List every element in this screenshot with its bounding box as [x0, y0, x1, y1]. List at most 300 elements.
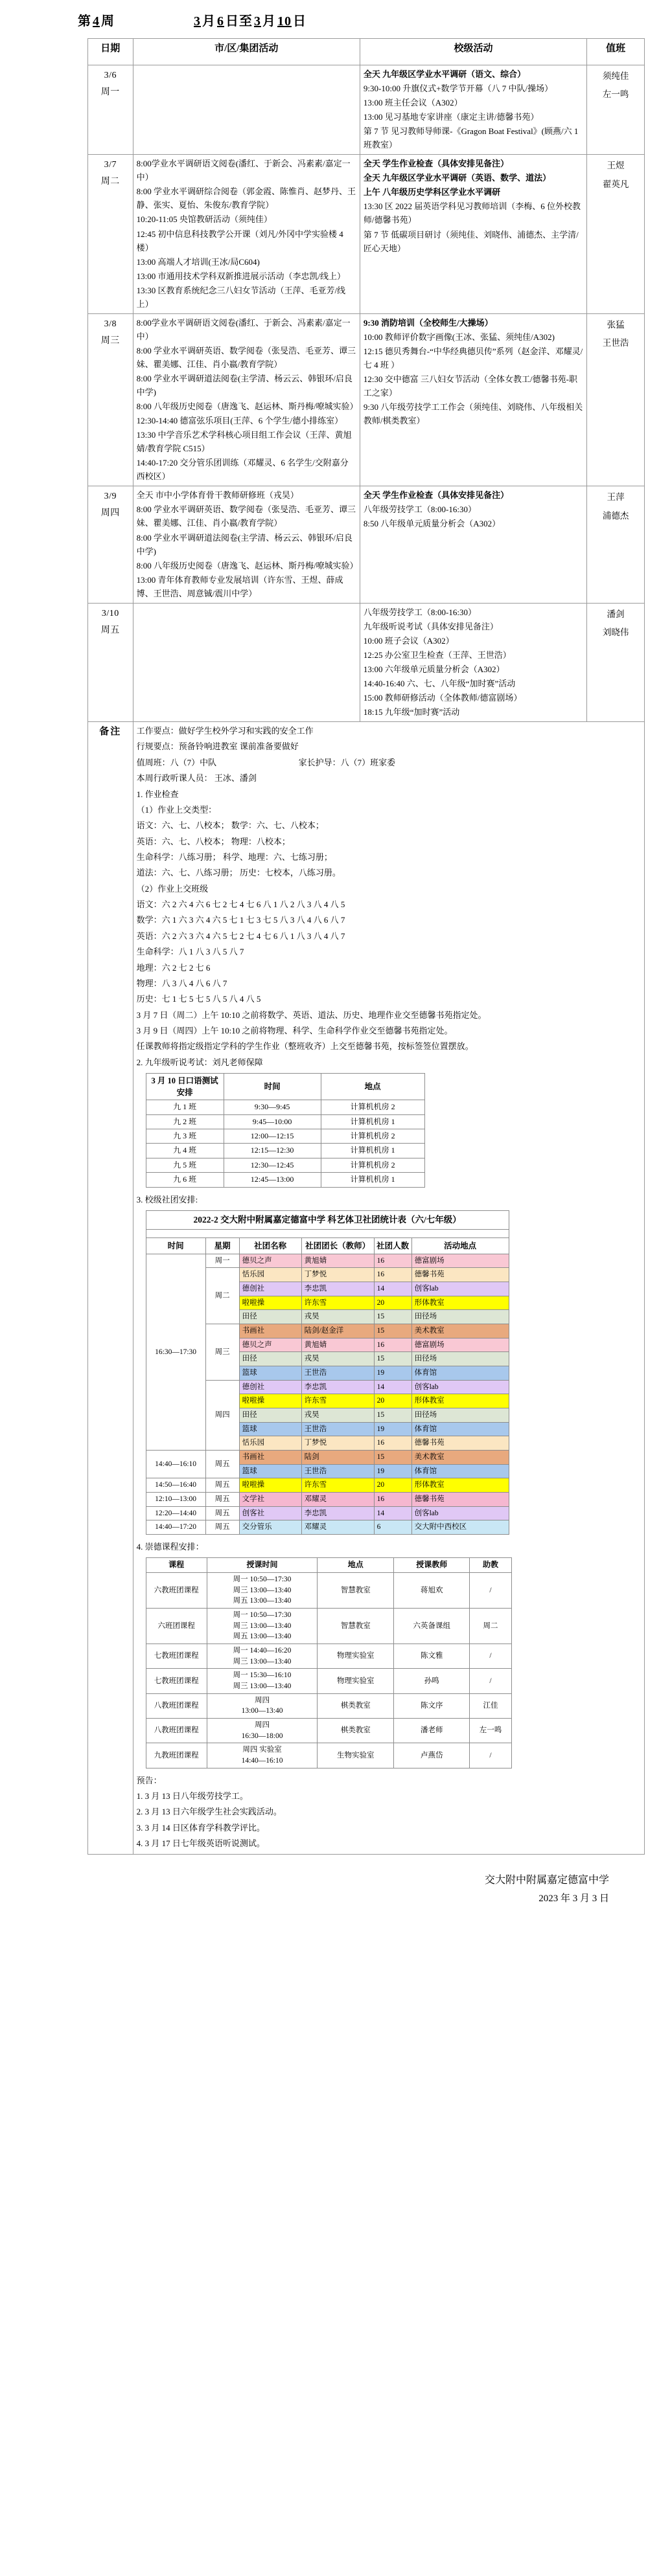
- exam-cell: 计算机机房 2: [321, 1129, 424, 1144]
- course-table-row: [146, 1693, 511, 1718]
- activity-item: 14:40-17:20 交分管乐团训练（邓耀灵、6 名学生/交附嘉分西校区）: [136, 458, 349, 482]
- club-weekday: 周五: [205, 1493, 239, 1507]
- exam-col-place: 地点: [321, 1074, 424, 1100]
- activity-item: 12:25 办公室卫生检查（王萍、王世浩）: [363, 650, 511, 660]
- course-name: 八教班团课程: [146, 1718, 207, 1743]
- club-name: 交分管乐: [239, 1520, 301, 1535]
- duty-cell: [587, 603, 645, 721]
- club-leader: 李忠凯: [301, 1506, 374, 1520]
- course-place: 棋类教室: [318, 1693, 394, 1718]
- course-col-1: 授课时间: [207, 1558, 318, 1572]
- duty-cell: [587, 155, 645, 314]
- club-table-row: [146, 1254, 509, 1268]
- club-name: 书画社: [239, 1324, 301, 1339]
- duty-person: 浦德杰: [602, 510, 629, 521]
- club-leader: 戎昊: [301, 1408, 374, 1423]
- club-count: 16: [374, 1493, 411, 1507]
- club-leader: 黄旭婧: [301, 1338, 374, 1352]
- course-place: 智慧教室: [318, 1572, 394, 1608]
- club-leader: 陆剑: [301, 1451, 374, 1465]
- homework-class-line: 历史：七 1 七 5 七 5 八 5 八 4 八 5: [136, 994, 261, 1004]
- homework-type-line: 英语：六、七、八校本； 物理：八校本；: [136, 836, 290, 846]
- club-time: 14:40—16:10: [146, 1451, 205, 1478]
- club-name: 篮球: [239, 1422, 301, 1436]
- club-count: 15: [374, 1451, 411, 1465]
- club-place: 德富剧场: [411, 1254, 509, 1268]
- activity-item: 13:30 中学音乐艺术学科核心项目组工作会议（王萍、黄旭婧/教育学院 C515）: [136, 430, 352, 454]
- club-weekday: 周三: [205, 1324, 239, 1381]
- exam-cell: 12:00—12:15: [224, 1129, 321, 1144]
- activity-item: 9:30-10:00 升旗仪式+数学节开幕（八 7 中队/操场）: [363, 84, 553, 94]
- club-count: 14: [374, 1380, 411, 1394]
- column-header-school-activity: 校级活动: [360, 39, 586, 65]
- club-name: 田径: [239, 1310, 301, 1324]
- club-weekday: 周五: [205, 1506, 239, 1520]
- course-time: 周一 10:50—17:30 周三 13:00—13:40 周五 13:00—13:40: [207, 1608, 318, 1644]
- exam-table-header: [146, 1074, 424, 1100]
- duty-cell: [587, 65, 645, 155]
- course-place: 生物实验室: [318, 1743, 394, 1768]
- remark-key-point: 行规要点：预备铃响进教室 课前准备要做好: [136, 741, 299, 752]
- activity-item: 8:00 八年级历史阅卷（唐逸飞、赵运林、斯丹梅/嘹城实验）: [136, 560, 358, 571]
- club-leader: 邓耀灵: [301, 1493, 374, 1507]
- club-col-2: 社团名称: [239, 1237, 301, 1254]
- club-weekday: 周五: [205, 1451, 239, 1478]
- club-count: 19: [374, 1464, 411, 1478]
- date-cell: [88, 486, 133, 603]
- club-leader: 戎昊: [301, 1352, 374, 1366]
- club-count: 20: [374, 1296, 411, 1310]
- club-weekday: 周五: [205, 1478, 239, 1493]
- course-assistant: /: [470, 1669, 511, 1693]
- course-time: 周四 实验室 14:40—16:10: [207, 1743, 318, 1768]
- course-table-row: [146, 1644, 511, 1668]
- duty-person: 左一鸣: [602, 89, 629, 100]
- exam-table-row: [146, 1100, 424, 1114]
- activity-item: 8:00 学业水平调研英语、数学阅卷（张旻浩、毛亚芳、谭三妹、瞿美娜、江佳、肖小嬴/教育学院）: [136, 345, 356, 369]
- date-range-label: 3 月 6 日至 3 月 10 日: [194, 14, 307, 28]
- activity-item: 14:40-16:40 六、七、八年级“加时赛”活动: [363, 678, 516, 688]
- footer-date: 2023 年 3 月 3 日: [538, 1893, 609, 1904]
- activity-item: 13:30 区教育系统纪念三八妇女节活动（王萍、毛亚芳/线上）: [136, 285, 346, 309]
- activity-item: 九年级听说考试（具体安排见备注）: [363, 621, 498, 631]
- activity-item: 八年级劳技学工（8:00-16:30）: [363, 607, 476, 617]
- club-place: 体育馆: [411, 1422, 509, 1436]
- exam-cell: 九 3 班: [146, 1129, 224, 1144]
- club-count: 15: [374, 1310, 411, 1324]
- duty-week-class: 值周班：八（7）中队: [136, 757, 217, 767]
- club-col-1: 星期: [205, 1237, 239, 1254]
- club-leader: 许东雪: [301, 1478, 374, 1493]
- course-place: 智慧教室: [318, 1608, 394, 1644]
- school-activity-cell: [360, 155, 586, 314]
- section-title-courses: 4. 崇德课程安排：: [136, 1542, 204, 1552]
- course-assistant: 左一鸣: [470, 1718, 511, 1743]
- activity-item: 12:15 德贝秀舞台-“中华经典德贝传”系列（赵金洋、邓耀灵/七 4 班 ）: [363, 346, 583, 370]
- homework-class-line: 数学：六 1 六 3 六 4 六 5 七 1 七 3 七 5 八 3 八 4 八 6 八 7: [136, 915, 345, 925]
- date-cell: [88, 155, 133, 314]
- club-place: 美术教室: [411, 1324, 509, 1339]
- activity-item: 上午 八年级历史学科区学业水平调研: [363, 187, 501, 198]
- activity-item: 8:00 学业水平调研道法阅卷(主学清、杨云云、韩银环/启良中学): [136, 532, 353, 556]
- club-place: 田径场: [411, 1352, 509, 1366]
- club-name: 田径: [239, 1352, 301, 1366]
- club-count: 14: [374, 1282, 411, 1296]
- activity-item: 13:00 班主任会议（A302）: [363, 98, 463, 108]
- course-col-4: 助教: [470, 1558, 511, 1572]
- club-leader: 陆剑/赵金洋: [301, 1324, 374, 1339]
- homework-class-line: 语文：六 2 六 4 六 6 七 2 七 4 七 6 八 1 八 2 八 3 八 4 八 5: [136, 899, 345, 910]
- course-time: 周一 14:40—16:20 周三 13:00—13:40: [207, 1644, 318, 1668]
- admin-listen-line: 本周行政听课人员： 王冰、潘剑: [136, 773, 257, 784]
- club-table-row: [146, 1493, 509, 1507]
- exam-col-time: 时间: [224, 1074, 321, 1100]
- footer-organization: 交大附中附属嘉定德富中学: [484, 1875, 609, 1886]
- course-col-0: 课程: [146, 1558, 207, 1572]
- duty-person: 刘晓伟: [602, 627, 629, 638]
- activity-item: 13:30 区 2022 届英语学科见习教师培训（李梅、6 位外校教师/德馨书苑）: [363, 201, 581, 225]
- club-leader: 黄旭婧: [301, 1254, 374, 1268]
- club-place: 交大附中西校区: [411, 1520, 509, 1535]
- course-table-row: [146, 1743, 511, 1768]
- duty-person: 王萍: [607, 492, 625, 503]
- date-value: 3/7: [104, 160, 117, 170]
- club-count: 16: [374, 1268, 411, 1282]
- homework-class-line: 物理：八 3 八 4 八 6 八 7: [136, 978, 227, 988]
- course-assistant: 江佳: [470, 1693, 511, 1718]
- preview-item: 4. 3 月 17 日七年级英语听说测试。: [136, 1838, 265, 1849]
- activity-item: 8:00 学业水平调研道法阅卷(主学清、杨云云、韩银环/启良中学): [136, 373, 353, 398]
- activity-item: 第 7 节 低碳项目研讨（须纯佳、刘晓伟、浦德杰、主学清/匠心天地）: [363, 229, 579, 253]
- city-activity-cell: [133, 65, 360, 155]
- activity-item: 8:00学业水平调研语文阅卷(潘红、于新会、冯素素/嘉定一中）: [136, 317, 351, 341]
- oral-exam-schedule-table: [146, 1073, 425, 1188]
- activity-item: 第 7 节 见习教师导师课-《Gragon Boat Festival》(顾燕/六 1 班教室）: [363, 126, 579, 150]
- exam-table-row: [146, 1144, 424, 1158]
- exam-cell: 12:15—12:30: [224, 1144, 321, 1158]
- club-name: 德创社: [239, 1282, 301, 1296]
- course-time: 周四 13:00—13:40: [207, 1693, 318, 1718]
- activity-item: 12:30-14:40 德富弦乐项目(王萍、6 个学生/德小排练室）: [136, 416, 343, 426]
- club-name: 啦啦操: [239, 1478, 301, 1493]
- course-table-row: [146, 1572, 511, 1608]
- duty-person: 王世浩: [602, 338, 629, 348]
- homework-submit-note: 3 月 9 日（周四）上午 10:10 之前将物理、科学、生命科学作业交至德馨书苑指定处。: [136, 1025, 453, 1035]
- club-name: 啦啦操: [239, 1296, 301, 1310]
- exam-cell: 9:45—10:00: [224, 1114, 321, 1129]
- table-row: [88, 65, 645, 155]
- document-header: [0, 4, 648, 38]
- club-table-title: 2022-2 交大附中附属嘉定德富中学 科艺体卫社团统计表（六/七年级）: [146, 1210, 509, 1229]
- club-statistics-table: [146, 1210, 509, 1535]
- club-name: 德创社: [239, 1380, 301, 1394]
- club-name: 田径: [239, 1408, 301, 1423]
- activity-item: 全天 学生作业检查（具体安排见备注）: [363, 159, 509, 169]
- weekly-schedule-table: [87, 38, 645, 1855]
- column-header-duty: 值班: [587, 39, 645, 65]
- homework-class-line: 英语：六 2 六 3 六 4 六 5 七 2 七 4 七 6 八 1 八 3 八 4 八 7: [136, 931, 345, 941]
- date-value: 3/10: [101, 608, 119, 618]
- activity-item: 13:00 高端人才培训(王冰/局C604): [136, 256, 260, 267]
- club-count: 19: [374, 1366, 411, 1381]
- club-time: 16:30—17:30: [146, 1254, 205, 1450]
- homework-type-line: 道法：六、七、八练习册； 历史：七校本，八练习册。: [136, 868, 341, 878]
- homework-type-title: （1）作业上交类型：: [136, 804, 217, 815]
- club-place: 田径场: [411, 1408, 509, 1423]
- table-row: [88, 155, 645, 314]
- exam-cell: 计算机机房 1: [321, 1173, 424, 1187]
- exam-cell: 计算机机房 1: [321, 1114, 424, 1129]
- exam-cell: 九 6 班: [146, 1173, 224, 1187]
- club-col-0: 时间: [146, 1237, 205, 1254]
- club-place: 德馨书苑: [411, 1268, 509, 1282]
- homework-class-line: 地理：六 2 七 2 七 6: [136, 962, 211, 973]
- club-count: 15: [374, 1324, 411, 1339]
- exam-cell: 九 1 班: [146, 1100, 224, 1114]
- club-leader: 王世浩: [301, 1422, 374, 1436]
- exam-cell: 12:30—12:45: [224, 1158, 321, 1172]
- club-table-row: [146, 1520, 509, 1535]
- date-cell: [88, 603, 133, 721]
- weekday-value: 周四: [100, 508, 120, 519]
- activity-item: 10:00 教师评价数字画像(王冰、张猛、须纯佳/A302): [363, 332, 555, 342]
- duty-person: 张猛: [607, 319, 625, 330]
- club-leader: 丁梦悦: [301, 1436, 374, 1451]
- club-place: 创客lab: [411, 1506, 509, 1520]
- activity-item: 15:00 教师研修活动（全体教师/德富剧场）: [363, 693, 522, 703]
- course-table-row: [146, 1718, 511, 1743]
- club-count: 15: [374, 1408, 411, 1423]
- club-leader: 李忠凯: [301, 1380, 374, 1394]
- club-place: 体育馆: [411, 1464, 509, 1478]
- club-leader: 许东雪: [301, 1296, 374, 1310]
- course-table-row: [146, 1669, 511, 1693]
- club-name: 啦啦操: [239, 1394, 301, 1408]
- activity-item: 12:45 初中信息科技教学公开课（刘凡/外冈中学实验楼 4 楼）: [136, 229, 343, 253]
- exam-cell: 九 5 班: [146, 1158, 224, 1172]
- table-row: [88, 313, 645, 486]
- homework-class-line: 生命科学：八 1 八 3 八 5 八 7: [136, 947, 244, 957]
- club-table-header: [146, 1237, 509, 1254]
- club-place: 德馨书苑: [411, 1436, 509, 1451]
- table-header-row: [88, 39, 645, 65]
- preview-title: 预告：: [136, 1775, 162, 1785]
- course-place: 物理实验室: [318, 1644, 394, 1668]
- club-table-title-row: [146, 1210, 509, 1229]
- club-time: 12:20—14:40: [146, 1506, 205, 1520]
- course-time: 周一 10:50—17:30 周三 13:00—13:40 周五 13:00—13:40: [207, 1572, 318, 1608]
- homework-class-title: （2）作业上交班级: [136, 883, 209, 894]
- weekday-value: 周一: [100, 87, 120, 97]
- club-weekday: 周五: [205, 1520, 239, 1535]
- remark-key-point: 工作要点：做好学生校外学习和实践的安全工作: [136, 726, 314, 736]
- club-count: 15: [374, 1352, 411, 1366]
- club-name: 篮球: [239, 1366, 301, 1381]
- exam-table-row: [146, 1173, 424, 1187]
- club-place: 美术教室: [411, 1451, 509, 1465]
- duty-week-line: [137, 756, 641, 770]
- remark-row: [88, 722, 645, 1855]
- section-title-oral-exam: 2. 九年级听说考试：刘凡老师保障: [136, 1057, 263, 1067]
- table-row: [88, 603, 645, 721]
- activity-item: 8:00 学业水平调研英语、数学阅卷（张旻浩、毛亚芳、谭三妹、瞿美娜、江佳、肖小嬴/教育学院）: [136, 504, 356, 528]
- preview-item: 3. 3 月 14 日区体育学科教学评比。: [136, 1822, 265, 1833]
- weekday-value: 周五: [100, 625, 120, 635]
- club-col-3: 社团团长（教师）: [301, 1237, 374, 1254]
- duty-cell: [587, 486, 645, 603]
- duty-person: 翟英凡: [602, 179, 629, 189]
- duty-person: 潘剑: [607, 609, 625, 619]
- club-col-5: 活动地点: [411, 1237, 509, 1254]
- activity-item: 全天 市中小学体育骨干教师研修班（戎昊）: [136, 490, 299, 501]
- date-cell: [88, 313, 133, 486]
- city-activity-cell: [133, 155, 360, 314]
- club-name: 德贝之声: [239, 1338, 301, 1352]
- date-value: 3/6: [104, 71, 117, 80]
- weekday-value: 周二: [100, 177, 120, 187]
- date-value: 3/9: [104, 491, 117, 502]
- club-count: 20: [374, 1478, 411, 1493]
- exam-cell: 9:30—9:45: [224, 1100, 321, 1114]
- course-teacher: 陈文序: [393, 1693, 470, 1718]
- exam-cell: 计算机机房 2: [321, 1100, 424, 1114]
- activity-item: 全天 九年级区学业水平调研（语文、综合）: [363, 69, 526, 79]
- course-name: 七教班团课程: [146, 1669, 207, 1693]
- activity-item: 9:30 八年级劳技学工工作会（须纯佳、刘晓伟、八年级相关教师/棋类教室）: [363, 402, 583, 426]
- club-place: 创客lab: [411, 1282, 509, 1296]
- club-count: 16: [374, 1338, 411, 1352]
- document-footer: [0, 1855, 648, 1919]
- homework-submit-note: 3 月 7 日（周二）上午 10:10 之前将数学、英语、道法、历史、地理作业交至德馨书苑指定处。: [136, 1010, 487, 1020]
- club-col-4: 社团人数: [374, 1237, 411, 1254]
- course-time: 周四 16:30—18:00: [207, 1718, 318, 1743]
- duty-person: 王煜: [607, 161, 625, 171]
- club-table-row: [146, 1478, 509, 1493]
- date-value: 3/8: [104, 319, 117, 329]
- exam-cell: 九 4 班: [146, 1144, 224, 1158]
- course-teacher: 孙鸣: [393, 1669, 470, 1693]
- course-teacher: 蒋旭欢: [393, 1572, 470, 1608]
- city-activity-cell: [133, 486, 360, 603]
- course-name: 六班团课程: [146, 1608, 207, 1644]
- club-leader: 邓耀灵: [301, 1520, 374, 1535]
- course-table-header: [146, 1558, 511, 1572]
- remark-body: [133, 722, 644, 1855]
- activity-item: 8:00 学业水平调研综合阅卷（郭金霞、陈惟肖、赵梦丹、王静、张实、夏怡、朱俊东/教育学院）: [136, 186, 356, 210]
- column-header-city-activity: 市/区/集团活动: [133, 39, 360, 65]
- course-assistant: /: [470, 1644, 511, 1668]
- club-table-spacer: [146, 1229, 509, 1237]
- club-weekday: 周二: [205, 1268, 239, 1324]
- club-name: 篮球: [239, 1464, 301, 1478]
- club-name: 创客社: [239, 1506, 301, 1520]
- activity-item: 10:00 班子会议（A302）: [363, 635, 454, 646]
- school-activity-cell: [360, 313, 586, 486]
- exam-table-row: [146, 1158, 424, 1172]
- activity-item: 13:00 见习基地专家讲座（康定主讲/德馨书苑）: [363, 112, 539, 122]
- club-leader: 王世浩: [301, 1366, 374, 1381]
- club-time: 14:50—16:40: [146, 1478, 205, 1493]
- club-leader: 李忠凯: [301, 1282, 374, 1296]
- activity-item: 12:30 交中德富 三八妇女节活动（全体女教工/德馨书苑-职工之家）: [363, 374, 577, 398]
- exam-cell: 计算机机房 2: [321, 1158, 424, 1172]
- club-count: 19: [374, 1422, 411, 1436]
- activity-item: 13:00 六年级单元质量分析会（A302）: [363, 664, 505, 674]
- course-assistant: /: [470, 1743, 511, 1768]
- club-place: 德馨书苑: [411, 1493, 509, 1507]
- activity-item: 8:00学业水平调研语文阅卷(潘红、于新会、冯素素/嘉定一中）: [136, 159, 351, 183]
- course-place: 棋类教室: [318, 1718, 394, 1743]
- activity-item: 8:00 八年级历史阅卷（唐逸飞、赵运林、斯丹梅/嘹城实验）: [136, 401, 358, 412]
- club-place: 形体教室: [411, 1296, 509, 1310]
- table-row: [88, 486, 645, 603]
- exam-cell: 12:45—13:00: [224, 1173, 321, 1187]
- city-activity-cell: [133, 313, 360, 486]
- course-assistant: 周二: [470, 1608, 511, 1644]
- exam-cell: 计算机机房 1: [321, 1144, 424, 1158]
- activity-item: 全天 九年级区学业水平调研（英语、数学、道法）: [363, 173, 551, 183]
- club-leader: 王世浩: [301, 1464, 374, 1478]
- activity-item: 9:30 消防培训（全校师生/大操场）: [363, 317, 493, 328]
- club-weekday: 周一: [205, 1254, 239, 1268]
- activity-item: 13:00 青年体育教师专业发展培训（许东雪、王煜、薛成博、王世浩、周意铖/震川中学）: [136, 574, 343, 598]
- duty-person: 须纯佳: [602, 71, 629, 81]
- date-cell: [88, 65, 133, 155]
- club-leader: 丁梦悦: [301, 1268, 374, 1282]
- course-col-2: 地点: [318, 1558, 394, 1572]
- course-name: 九教班团课程: [146, 1743, 207, 1768]
- section-title-homework: 1. 作业检查: [136, 789, 179, 799]
- club-name: 德贝之声: [239, 1254, 301, 1268]
- club-place: 德富剧场: [411, 1338, 509, 1352]
- club-name: 书画社: [239, 1451, 301, 1465]
- exam-cell: 九 2 班: [146, 1114, 224, 1129]
- club-count: 14: [374, 1506, 411, 1520]
- club-table-row: [146, 1451, 509, 1465]
- club-name: 恬乐园: [239, 1436, 301, 1451]
- activity-item: 13:00 市通用技术学科双新推进展示活动（李忠凯/线上）: [136, 271, 346, 281]
- school-activity-cell: [360, 486, 586, 603]
- exam-table-title: 3 月 10 日口语测试安排: [146, 1074, 224, 1100]
- week-number-label: 第 4 周: [78, 14, 115, 28]
- course-teacher: 六英备课组: [393, 1608, 470, 1644]
- course-teacher: 潘老师: [393, 1718, 470, 1743]
- homework-submit-note: 任课教师将指定级指定学科的学生作业（整班收齐）上交至德馨书苑，按标签签位置摆放。: [136, 1041, 474, 1052]
- course-name: 八教班团课程: [146, 1693, 207, 1718]
- parent-duty-class: 家长护导：八（7）班家委: [298, 757, 396, 767]
- course-teacher: 陈文雅: [393, 1644, 470, 1668]
- club-time: 12:10—13:00: [146, 1493, 205, 1507]
- club-leader: 许东雪: [301, 1394, 374, 1408]
- club-time: 14:40—17:20: [146, 1520, 205, 1535]
- remark-label: 备注: [88, 722, 133, 1855]
- duty-cell: [587, 313, 645, 486]
- club-count: 16: [374, 1254, 411, 1268]
- club-place: 创客lab: [411, 1380, 509, 1394]
- club-leader: 戎昊: [301, 1310, 374, 1324]
- club-count: 6: [374, 1520, 411, 1535]
- section-title-clubs: 3. 校级社团安排:: [136, 1194, 198, 1204]
- course-col-3: 授课教师: [393, 1558, 470, 1572]
- exam-table-row: [146, 1129, 424, 1144]
- weekday-value: 周三: [100, 335, 120, 346]
- activity-item: 8:50 八年级单元质量分析会（A302）: [363, 519, 501, 529]
- course-name: 七教班团课程: [146, 1644, 207, 1668]
- club-table-row: [146, 1506, 509, 1520]
- club-name: 文学社: [239, 1493, 301, 1507]
- course-place: 物理实验室: [318, 1669, 394, 1693]
- exam-table-row: [146, 1114, 424, 1129]
